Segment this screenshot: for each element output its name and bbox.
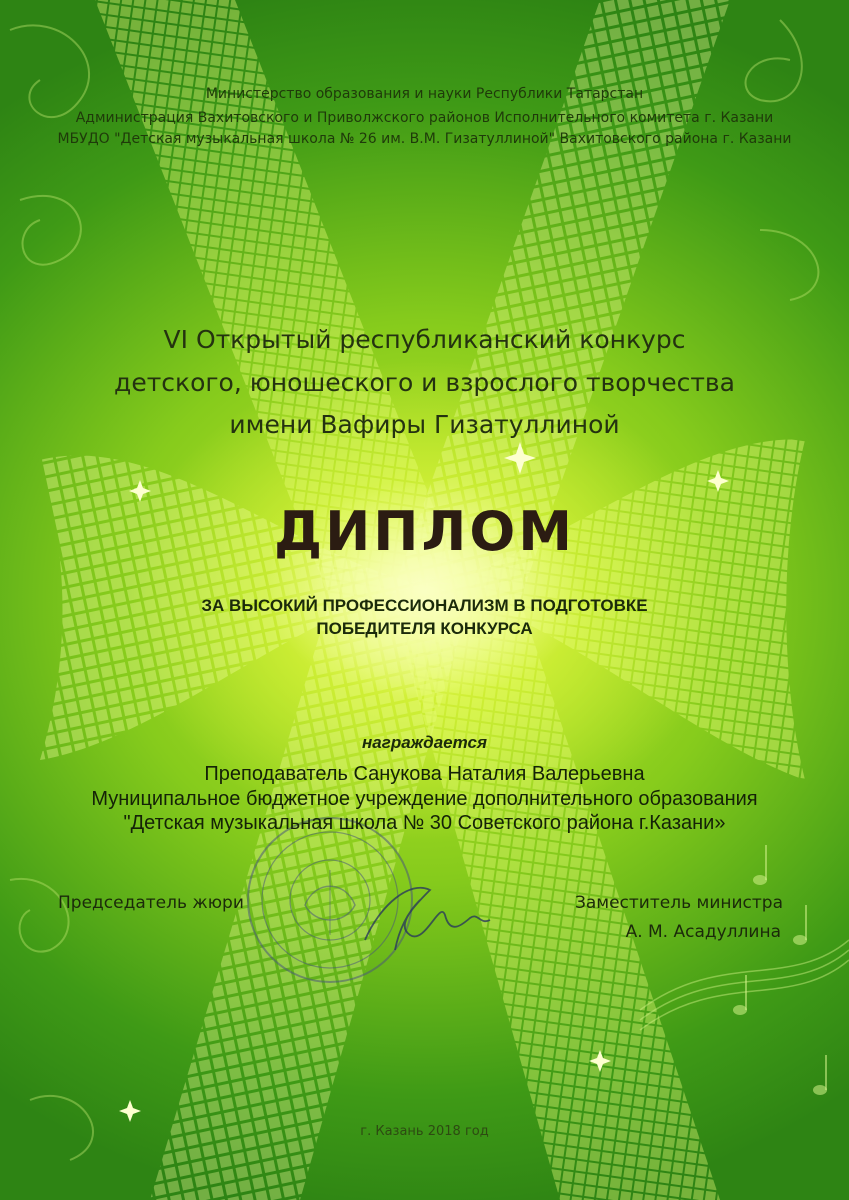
awarded-label: награждается xyxy=(362,733,487,752)
recipient-institution: Муниципальное бюджетное учреждение дополнительного образования xyxy=(91,788,758,810)
diploma-title: ДИПЛОМ xyxy=(274,500,575,563)
award-reason-line2: ПОБЕДИТЕЛЯ КОНКУРСА xyxy=(316,619,533,638)
deputy-minister-name: А. М. Асадуллина xyxy=(625,922,781,942)
header-administration: Администрация Вахитовского и Приволжского районов Исполнительного комитета г. Казани xyxy=(75,110,774,126)
contest-title-line1: VI Открытый республиканский конкурс xyxy=(163,325,686,354)
contest-title-line3: имени Вафиры Гизатуллиной xyxy=(229,410,620,439)
deputy-minister-title: Заместитель министра xyxy=(574,893,783,913)
header-school: МБУДО "Детская музыкальная школа № 26 им. В.М. Гизатуллиной" Вахитовского района г. Казани xyxy=(57,131,792,147)
contest-title-line2: детского, юношеского и взрослого творчества xyxy=(114,368,735,397)
recipient-school: "Детская музыкальная школа № 30 Советского района г.Казани» xyxy=(123,812,726,834)
jury-chair-title: Председатель жюри xyxy=(58,893,244,913)
recipient-name: Преподаватель Санукова Наталия Валерьевна xyxy=(204,763,645,785)
place-and-year: г. Казань 2018 год xyxy=(360,1124,489,1139)
header-ministry: Министерство образования и науки Республики Татарстан xyxy=(205,86,644,102)
award-reason-line1: ЗА ВЫСОКИЙ ПРОФЕССИОНАЛИЗМ В ПОДГОТОВКЕ xyxy=(201,596,648,615)
